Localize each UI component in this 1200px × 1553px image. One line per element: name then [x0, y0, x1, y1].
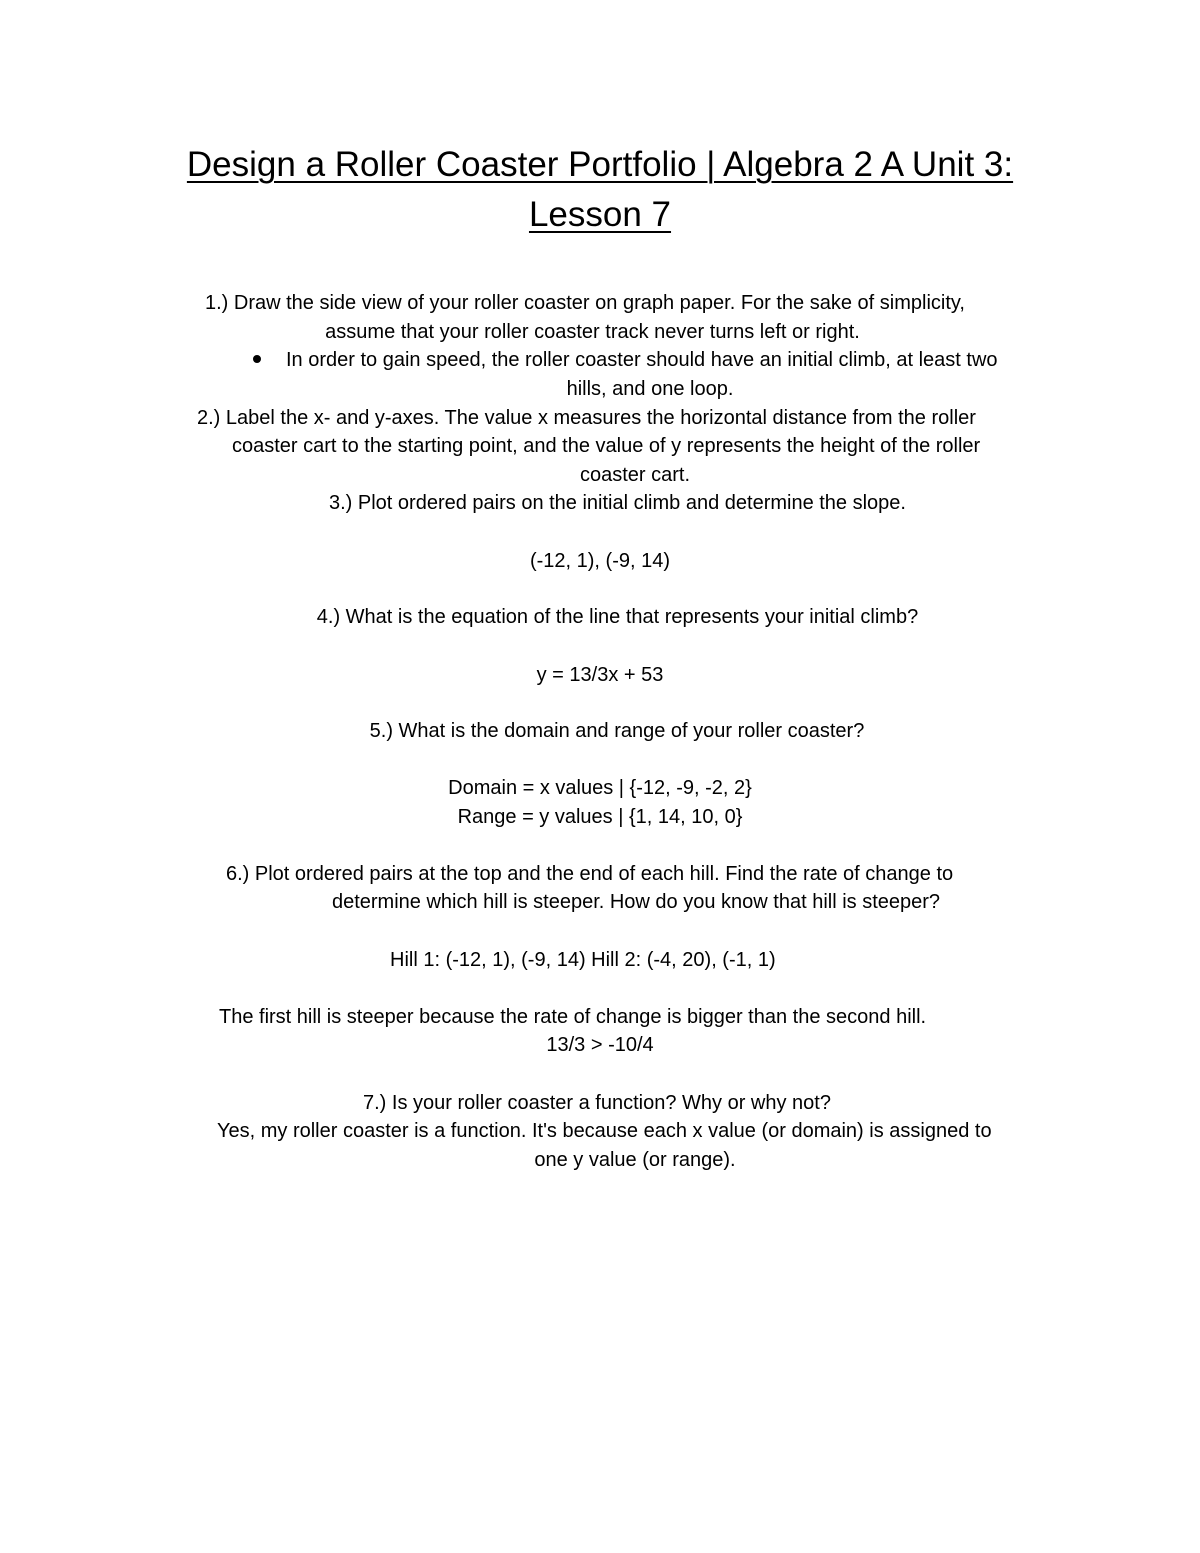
q5-range: Range = y values | {1, 14, 10, 0} — [457, 806, 743, 828]
q6-answer-line-1: The first hill is steeper because the rate of change is bigger than the second hill. — [219, 1006, 927, 1028]
q6-line-1: 6.) Plot ordered pairs at the top and the end of each hill. Find the rate of change to — [226, 863, 954, 885]
q3-answer: (-12, 1), (-9, 14) — [529, 550, 671, 572]
q3-question: 3.) Plot ordered pairs on the initial climb and determine the slope. — [329, 492, 906, 514]
title-line-1: Design a Roller Coaster Portfolio | Algebra 2 A Unit 3: — [186, 145, 1014, 184]
q1-line-2: assume that your roller coaster track never turns left or right. — [325, 321, 860, 343]
q1-bullet-line-1: In order to gain speed, the roller coaster should have an initial climb, at least two — [286, 349, 998, 371]
q7-answer-line-1: Yes, my roller coaster is a function. It's because each x value (or domain) is assigned to — [217, 1120, 992, 1142]
q1-bullet-line-2: hills, and one loop. — [566, 378, 734, 400]
q6-hills: Hill 1: (-12, 1), (-9, 14) Hill 2: (-4, 20), (-1, 1) — [390, 949, 776, 971]
q7-answer-line-2: one y value (or range). — [534, 1149, 736, 1171]
page-title — [140, 140, 1060, 240]
q4-answer: y = 13/3x + 53 — [536, 664, 664, 686]
title-line-2: Lesson 7 — [528, 195, 672, 234]
q4-question: 4.) What is the equation of the line that represents your initial climb? — [316, 606, 919, 628]
q5-question: 5.) What is the domain and range of your roller coaster? — [369, 720, 865, 742]
q6-line-2: determine which hill is steeper. How do you know that hill is steeper? — [331, 891, 941, 913]
q7-question: 7.) Is your roller coaster a function? Why or why not? — [363, 1092, 831, 1114]
q6-answer-line-2: 13/3 > -10/4 — [546, 1034, 654, 1056]
q2-line-1: 2.) Label the x- and y-axes. The value x measures the horizontal distance from the roller — [197, 407, 976, 429]
q2-line-3: coaster cart. — [579, 464, 691, 486]
q5-domain: Domain = x values | {-12, -9, -2, 2} — [448, 777, 752, 799]
bullet-icon — [253, 355, 261, 363]
q1-line-1: 1.) Draw the side view of your roller coaster on graph paper. For the sake of simplicity, — [205, 292, 965, 314]
q2-line-2: coaster cart to the starting point, and the value of y represents the height of the roller — [232, 435, 981, 457]
